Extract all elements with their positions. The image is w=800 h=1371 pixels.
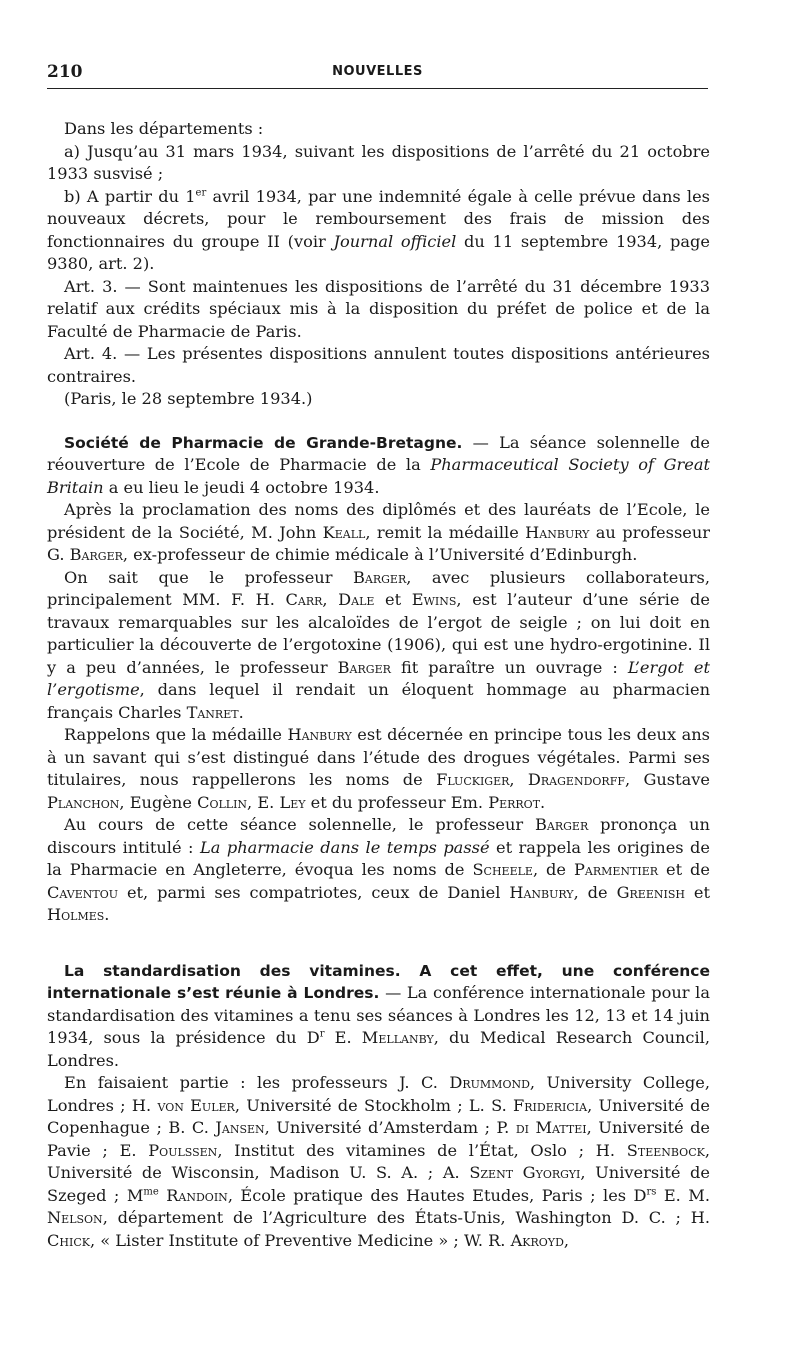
body-text — [47, 118, 710, 1252]
page-number: 210 — [47, 62, 83, 82]
header-title: NOUVELLES — [332, 64, 423, 79]
date-line: (Paris, le 28 septembre 1934.) — [64, 389, 313, 408]
running-header — [47, 58, 708, 89]
paragraph: a) Jusqu’au 31 mars 1934, suivant les dispositions de l’arrêté du 21 octobre 1933 susvisé ; — [47, 141, 710, 183]
paragraph: Dans les départements : — [64, 119, 264, 138]
section-heading: Société de Pharmacie de Grande-Bretagne. — [64, 433, 463, 452]
paragraph: En faisaient partie : les professeurs J. C. Drummond, University College, Londres ; H. von Euler, Université de Stockholm ; L. S. Fridericia, Université de Copenhague ; B. C. Jansen, Université d’Amsterdam ; P. di Mattei, Université de Pavie ; E. Poulssen, Institut des vitamines de l’État, Oslo ; H. Steenbock, Université de Wisconsin, Madison U. S. A. ; A. Szent Gyorgyi, Université de Szeged ; $M^{me}$ Randoin, École pratique des Hautes Etudes, Paris ; les $D^{rs}$ E. M. Nelson, département de l’Agriculture des États-Unis, Washington D. C. ; H. Chick, « Lister Institute of Preventive Medicine » ; W. R. Akroyd, — [47, 1073, 711, 1250]
section-paragraph: La standardisation des vitamines. A cet effet, une conférence internationale s’est réunie à Londres. — La conférence internationale pour la standardisation des vitamines a tenu ses séances à Londres les 12, 13 et 14 juin 1934, sous la présidence du $D^r$ E. Mellanby, du Medical Research Council, Londres. — [47, 961, 710, 1070]
paragraph: b) A partir du 1er avril 1934, par une indemnité égale à celle prévue dans les nouveaux décrets, pour le remboursement des frais de mission des fonctionnaires du groupe II (voir Journal officiel du 11 septembre 1934, page 9380, art. 2). — [47, 186, 710, 273]
section-paragraph: Société de Pharmacie de Grande-Bretagne. — La séance solennelle de réouverture de l’Ecole de Pharmacie de la Pharmaceutical Society of Great Britain a eu lieu le jeudi 4 octobre 1934. — [47, 432, 710, 497]
paragraph: Rappelons que la médaille Hanbury est décernée en principe tous les deux ans à un savant qui s’est distingué dans l’étude des drogues végétales. Parmi ses titulaires, nous rappellerons les noms de Fluckiger, Dragendorff, Gustave Planchon, Eugène Collin, E. Ley et du professeur Em. Perrot. — [47, 725, 710, 812]
paragraph: Art. 3. — Sont maintenues les dispositions de l’arrêté du 31 décembre 1933 relatif aux crédits spéciaux mis à la disposition du préfet de police et de la Faculté de Pharmacie de Paris. — [47, 276, 710, 341]
paragraph: Au cours de cette séance solennelle, le professeur Barger prononça un discours intitulé : La pharmacie dans le temps passé et rappela les origines de la Pharmacie en Angleterre, évoqua les noms de Scheele, de Parmentier et de Caventou et, parmi ses compatriotes, ceux de Daniel Hanbury, de Greenish et Holmes. — [47, 815, 710, 924]
section-heading: La standardisation des vitamines. A cet effet, une conférence internationale s’est réunie à Londres. — [47, 961, 710, 1002]
paragraph: On sait que le professeur Barger, avec plusieurs collaborateurs, principalement MM. F. H. Carr, Dale et Ewins, est l’auteur d’une série de travaux remarquables sur les alcaloïdes de l’ergot de seigle ; on lui doit en particulier la découverte de l’ergotoxine (1906), qui est une hydro-ergotinine. Il y a peu d’années, le professeur Barger fit paraître un ouvrage : L’ergot et l’ergotisme, dans lequel il rendait un éloquent hommage au pharmacien français Charles Tanret. — [47, 567, 710, 722]
paragraph: Après la proclamation des noms des diplômés et des lauréats de l’Ecole, le président de la Société, M. John Keall, remit la médaille Hanbury au professeur G. Barger, ex-professeur de chimie médicale à l’Université d’Edinburgh. — [47, 500, 710, 564]
paragraph: Art. 4. — Les présentes dispositions annulent toutes dispositions antérieures contraires. — [47, 344, 710, 386]
